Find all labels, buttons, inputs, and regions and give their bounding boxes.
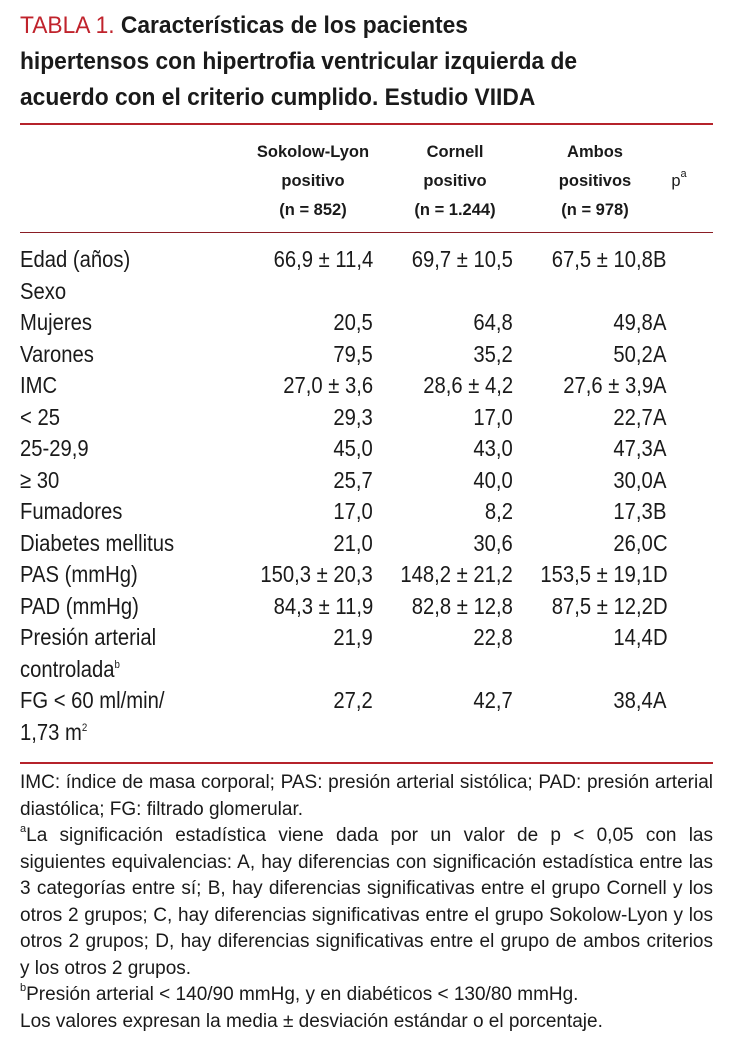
column-header-p: [664, 167, 694, 196]
cell-p: A: [653, 372, 667, 398]
cell-cornell: 42,7: [473, 687, 513, 713]
cell-p: A: [653, 309, 667, 335]
footnote-values: Los valores expresan la media ± desviación estándar o el porcentaje.: [20, 1010, 603, 1032]
cell-cornell: 148,2 ± 21,2: [400, 561, 513, 587]
cell-p: A: [653, 403, 667, 430]
cell-p: D: [653, 624, 668, 650]
column-header-line: (n = 1.244): [414, 201, 496, 219]
table-row-continuation: [20, 717, 713, 749]
table-row: [20, 370, 713, 402]
row-label: PAS (mmHg): [20, 561, 138, 587]
table-row-continuation: [20, 654, 713, 686]
row-label: ≥ 30: [20, 466, 60, 493]
cell-ambos: 67,5 ± 10,8: [551, 246, 653, 272]
row-label: < 25: [20, 403, 60, 430]
table-row: [20, 528, 713, 560]
cell-ambos: 30,0: [613, 466, 653, 493]
footnote-a-text: La significación estadística viene dada por un valor de p < 0,05 con las siguientes equivalencias: A, hay diferencias con significación estadística entre las 3 categorías entre sí; B, hay diferencias significativas entre el grupo Cornell y los otros 2 grupos; C, hay diferencias significativas entre el grupo Sokolow-Lyon y los otros 2 grupos; D, hay diferencias significativas entre el grupo de ambos criterios y los otros 2 grupos.: [20, 825, 713, 979]
cell-ambos: 17,3: [613, 498, 653, 524]
cell-p: A: [653, 340, 667, 367]
cell-cornell: 17,0: [473, 403, 513, 430]
table-row: [20, 276, 713, 308]
cell-sokolow: 21,0: [333, 529, 373, 556]
table-row: [20, 591, 713, 623]
cell-ambos: 153,5 ± 19,1: [540, 561, 653, 587]
table-row: [20, 685, 713, 717]
top-rule: [20, 123, 713, 125]
row-label: Presión arterial: [20, 624, 157, 650]
cell-ambos: 49,8: [613, 309, 653, 335]
cell-p: C: [653, 529, 668, 556]
row-label-continuation: controlada: [20, 655, 115, 682]
cell-sokolow: 84,3 ± 11,9: [273, 592, 373, 619]
cell-sokolow: 79,5: [333, 340, 373, 367]
cell-sokolow: 29,3: [333, 403, 373, 430]
cell-cornell: 8,2: [484, 498, 513, 524]
bottom-rule: [20, 762, 713, 764]
column-header-ambos: [525, 138, 665, 225]
cell-ambos: 26,0: [613, 529, 653, 556]
cell-cornell: 43,0: [473, 435, 513, 461]
cell-sokolow: 45,0: [333, 435, 373, 461]
cell-cornell: 30,6: [473, 529, 513, 556]
row-label: Sexo: [20, 277, 67, 304]
table-row: [20, 433, 713, 465]
row-label: IMC: [20, 372, 58, 398]
cell-cornell: 40,0: [473, 466, 513, 493]
table-row: [20, 402, 713, 434]
column-header-line: (n = 852): [279, 201, 347, 219]
cell-sokolow: 21,9: [333, 624, 373, 650]
table-row: [20, 307, 713, 339]
cell-p: A: [653, 687, 667, 713]
row-label: 25-29,9: [20, 435, 89, 461]
column-header-line: Cornell: [426, 143, 484, 161]
cell-ambos: 27,6 ± 3,9: [563, 372, 653, 398]
cell-sokolow: 27,0 ± 3,6: [283, 372, 373, 398]
row-label: Fumadores: [20, 498, 123, 524]
footnote-abbreviations: IMC: índice de masa corporal; PAS: presión arterial sistólica; PAD: presión arterial diastólica; FG: filtrado glomerular.: [20, 772, 713, 820]
p-footnote-marker: a: [680, 168, 687, 180]
footnote-marker: a: [20, 823, 27, 835]
cell-sokolow: 66,9 ± 11,4: [273, 246, 373, 272]
row-label: PAD (mmHg): [20, 592, 139, 619]
footnote-marker: b: [20, 982, 27, 994]
table-footnotes: [20, 770, 713, 1035]
cell-sokolow: 27,2: [333, 687, 373, 713]
cell-cornell: 64,8: [473, 309, 513, 335]
table-row: [20, 339, 713, 371]
title-line-1: Características de los pacientes: [120, 12, 468, 39]
title-line-3: acuerdo con el criterio cumplido. Estudio VIIDA: [20, 84, 536, 111]
row-label: FG < 60 ml/min/: [20, 687, 165, 713]
column-header-line: Ambos: [567, 143, 623, 161]
column-header-line: positivo: [281, 172, 345, 190]
row-label: Edad (años): [20, 246, 131, 272]
cell-p: B: [653, 246, 667, 272]
row-label: Mujeres: [20, 309, 92, 335]
cell-cornell: 28,6 ± 4,2: [423, 372, 513, 398]
row-label: Diabetes mellitus: [20, 529, 175, 556]
cell-p: D: [653, 561, 668, 587]
cell-ambos: 22,7: [613, 403, 653, 430]
superscript: 2: [81, 721, 88, 734]
cell-sokolow: 20,5: [333, 309, 373, 335]
p-label: p: [671, 172, 681, 190]
cell-p: A: [653, 435, 667, 461]
title-line-2: hipertensos con hipertrofia ventricular izquierda de: [20, 48, 578, 75]
cell-ambos: 38,4: [613, 687, 653, 713]
footnote-b: [20, 982, 713, 1009]
cell-cornell: 82,8 ± 12,8: [411, 592, 513, 619]
header-rule: [20, 232, 713, 233]
table-row: [20, 244, 713, 276]
table-row: [20, 496, 713, 528]
table-row: [20, 559, 713, 591]
cell-cornell: 35,2: [473, 340, 513, 367]
cell-p: A: [653, 466, 667, 493]
table-row: [20, 465, 713, 497]
cell-ambos: 47,3: [613, 435, 653, 461]
cell-ambos: 87,5 ± 12,2: [551, 592, 653, 619]
table-row: [20, 622, 713, 654]
footnote-a: [20, 823, 713, 982]
cell-ambos: 50,2: [613, 340, 653, 367]
table-title: [20, 8, 671, 116]
column-header-line: positivos: [558, 172, 632, 190]
footnote-b-text: Presión arterial < 140/90 mmHg, y en diabéticos < 130/80 mmHg.: [26, 984, 579, 1005]
cell-sokolow: 17,0: [333, 498, 373, 524]
row-label: Varones: [20, 340, 94, 367]
column-header-line: Sokolow-Lyon: [256, 143, 370, 161]
table-label: TABLA 1.: [20, 12, 115, 39]
column-header-cornell: [385, 138, 525, 225]
footnote-marker: b: [114, 658, 120, 671]
cell-p: B: [653, 498, 667, 524]
column-header-sokolow: [243, 138, 383, 225]
cell-ambos: 14,4: [613, 624, 653, 650]
cell-sokolow: 25,7: [333, 466, 373, 493]
data-table: [20, 244, 713, 748]
cell-cornell: 69,7 ± 10,5: [411, 246, 513, 272]
column-header-line: (n = 978): [561, 201, 629, 219]
row-label-continuation: 1,73 m: [20, 718, 82, 745]
cell-p: D: [653, 592, 668, 619]
cell-cornell: 22,8: [473, 624, 513, 650]
column-header-line: positivo: [423, 172, 487, 190]
cell-sokolow: 150,3 ± 20,3: [260, 561, 373, 587]
